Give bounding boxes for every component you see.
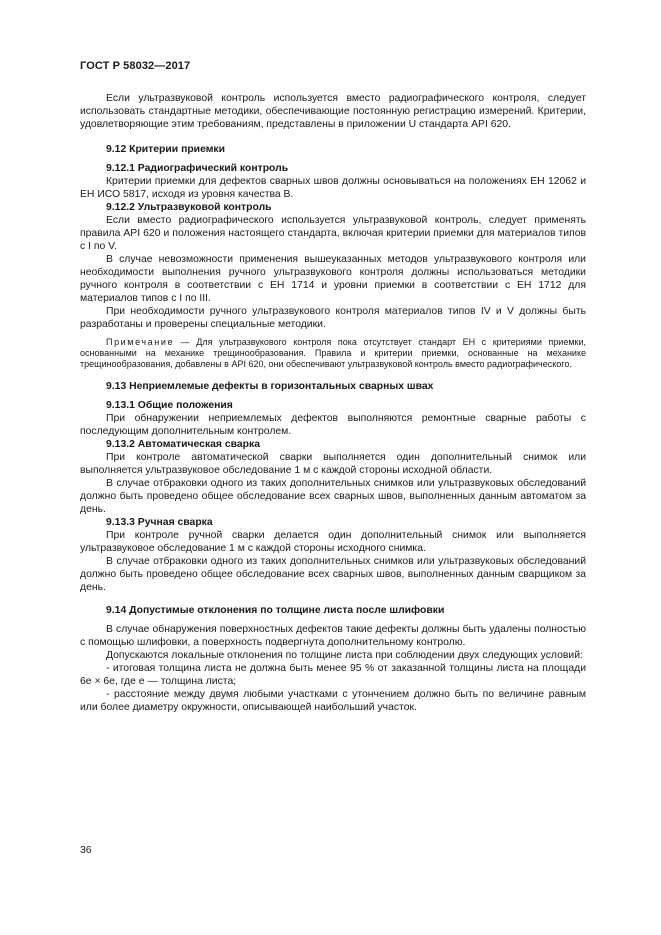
page-number: 36 [80,845,92,856]
section-9-13-3-paragraph-2: В случае отбраковки одного из таких дополнительных снимков или ультразвуковых обследований должно быть проведено общее обследование всех сварных швов, выполненных данным сварщиком за день. [80,556,586,593]
section-9-13-3-paragraph-1: При контроле ручной сварки делается один дополнительный снимок или выполняется ультразвуковое обследование 1 м с каждой стороны исходного снимка. [80,530,586,554]
note-paragraph [80,337,586,370]
section-9-13-title: 9.13 Неприемлемые дефекты в горизонтальных сварных швах [106,381,434,392]
section-9-13-2-paragraph-2: В случае отбраковки одного из таких дополнительных снимков или ультразвуковых обследований должно быть проведено общее обследование всех сварных швов, выполненных данным автоматом за день. [80,478,586,515]
intro-paragraph: Если ультразвуковой контроль используется вместо радиографического контроля, следует использовать стандартные методики, обеспечивающие постоянную регистрацию измерений. Критерии, удовлетворяющие этим требованиям, представлены в приложении U стандарта API 620. [80,93,586,130]
note-prefix: Примечание [106,337,175,347]
section-9-12-1-title: 9.12.1 Радиографический контроль [106,163,289,174]
section-9-12-1-paragraph: Критерии приемки для дефектов сварных швов должны основываться на положениях ЕН 12062 и ЕН ИСО 5817, исходя из уровня качества В. [80,176,586,200]
document-header: ГОСТ Р 58032—2017 [80,60,191,72]
section-9-12-2-title: 9.12.2 Ультразвуковой контроль [106,202,272,213]
section-9-14-list-item-1: - итоговая толщина листа не должна быть менее 95 % от заказанной толщины листа на площади 6e × 6e, где e — толщина листа; [80,663,586,687]
section-9-13-2-title: 9.13.2 Автоматическая сварка [106,439,261,450]
section-9-12-2-paragraph-3: При необходимости ручного ультразвукового контроля материалов типов IV и V должны быть разработаны и проверены специальные методики. [80,306,586,330]
document-body [80,92,586,714]
section-9-13-1-title: 9.13.1 Общие положения [106,400,233,411]
section-9-13-1-paragraph: При обнаружении неприемлемых дефектов выполняются ремонтные сварные работы с последующим дополнительным контролем. [80,413,586,437]
section-9-12-title: 9.12 Критерии приемки [106,144,225,155]
section-9-14-paragraph-1: В случае обнаружения поверхностных дефектов такие дефекты должны быть удалены полностью с помощью шлифовки, а поверхность подвергнута дополнительному контролю. [80,624,586,648]
section-9-13-3-title: 9.13.3 Ручная сварка [106,517,213,528]
note-text: — Для ультразвукового контроля пока отсутствует стандарт ЕН с критериями приемки, основанными на механике трещинообразования. Правила и критерии приемки, основанные на механике трещинообразования, добавлены в API 620, они обеспечивают ультразвуковой контроль вместо радиографического. [80,337,586,369]
section-9-13-2-paragraph-1: При контроле автоматической сварки выполняется один дополнительный снимок или выполняется ультразвуковое обследование 1 м с каждой стороны исходной области. [80,452,586,476]
section-9-12-2-paragraph-2: В случае невозможности применения вышеуказанных методов ультразвукового контроля или необходимости выполнения ручного ультразвукового контроля должны использоваться методики ручного контроля в соответствии с ЕН 1714 и уровни приемки в соответствии с ЕН 1712 для материалов типов с I по III. [80,254,586,304]
section-9-14-paragraph-2: Допускаются локальные отклонения по толщине листа при соблюдении двух следующих условий: [106,650,583,661]
section-9-12-2-paragraph-1: Если вместо радиографического используется ультразвуковой контроль, следует применять правила API 620 и положения настоящего стандарта, включая критерии приемки для материалов типов с I по V. [80,215,586,252]
section-9-14-title: 9.14 Допустимые отклонения по толщине листа после шлифовки [106,605,445,616]
section-9-14-list-item-2: - расстояние между двумя любыми участками с утончением должно быть по величине равным или более диаметру окружности, описывающей наибольший участок. [80,689,586,713]
